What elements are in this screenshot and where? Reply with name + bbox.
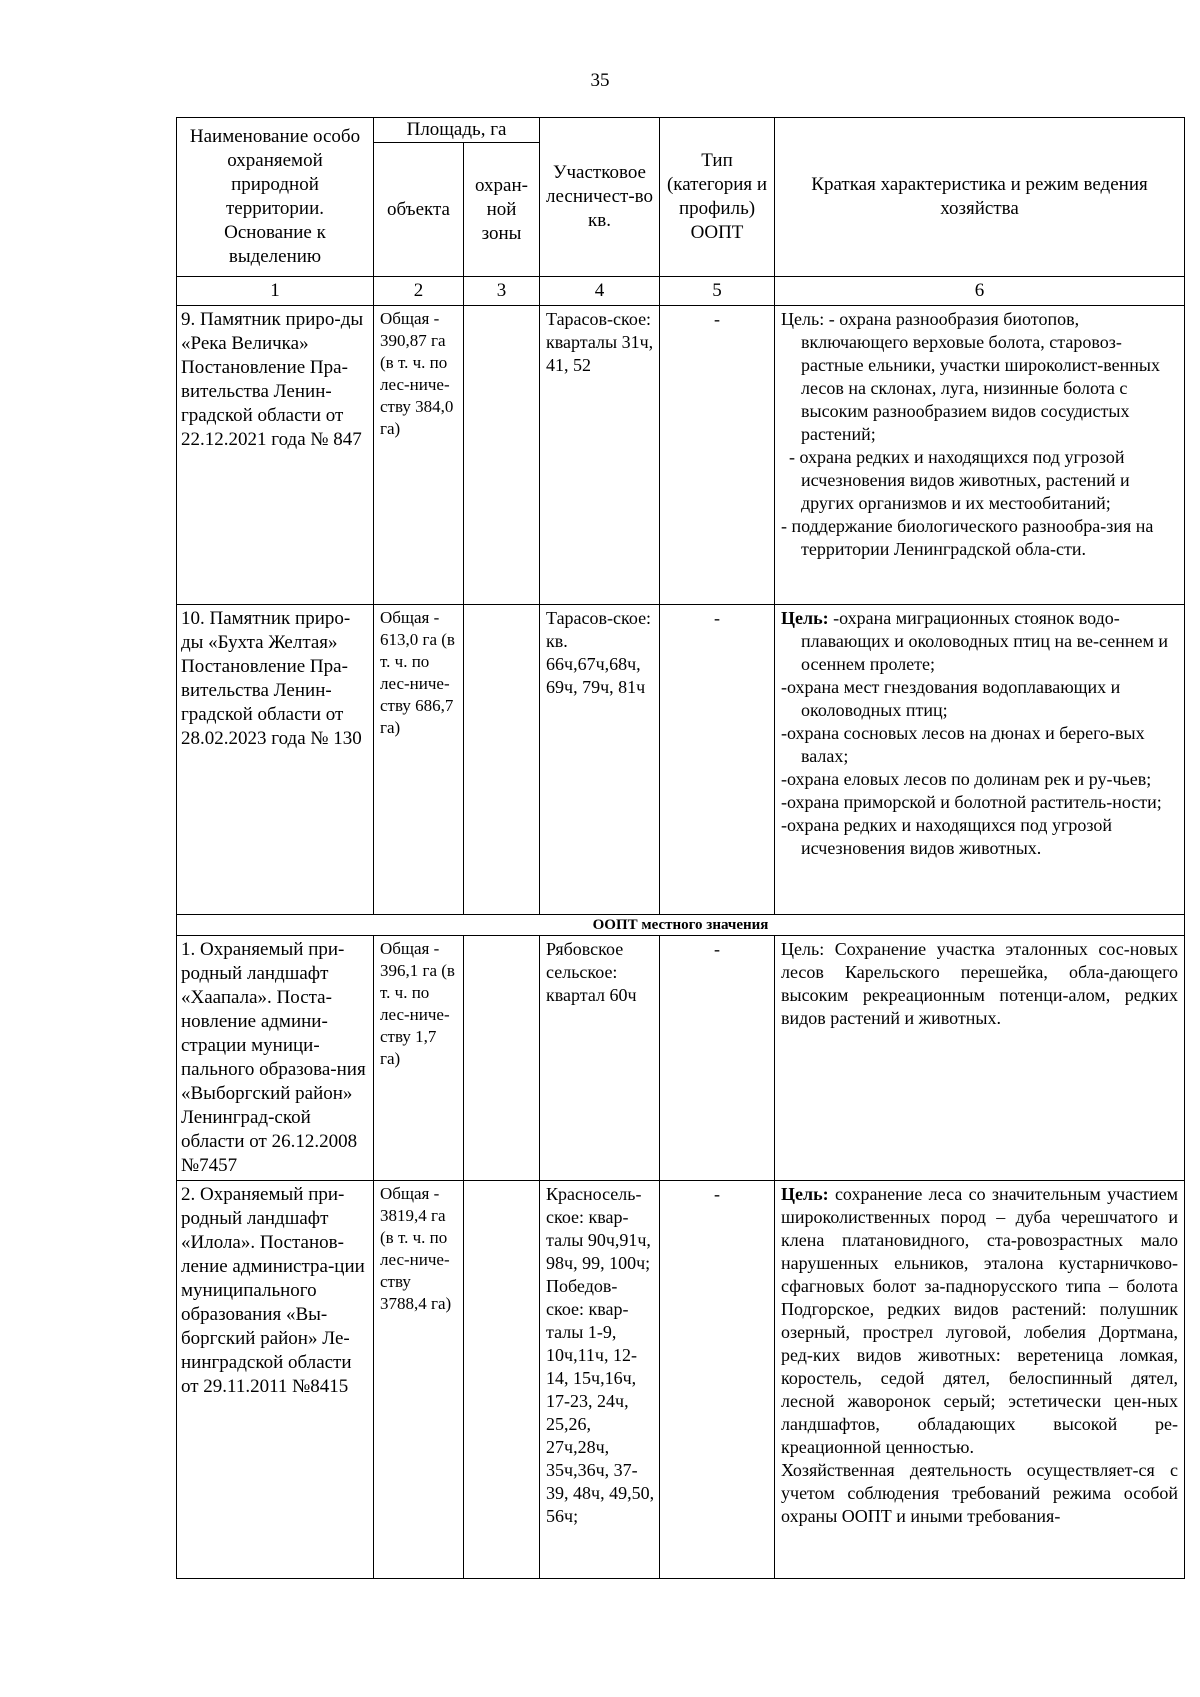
- description: [775, 1181, 1185, 1579]
- description-para: -охрана мест гнездования водоплавающих и околоводных птиц;: [781, 677, 1121, 720]
- area-zone: [464, 1181, 540, 1579]
- column-numbers-row: [177, 277, 1185, 306]
- area-zone: [464, 306, 540, 605]
- description-para: Цель: Сохранение участка эталонных сос-новых лесов Карельского перешейка, обла-дающего высоким рекреационным потенци-алом, редких видов растений и животных.: [781, 939, 1179, 1028]
- col-number: 4: [540, 277, 660, 306]
- header-forestry: Участковое лесничест-во кв.: [540, 118, 660, 277]
- table-row: [177, 605, 1185, 915]
- table-row: [177, 936, 1185, 1181]
- oopt-type: -: [660, 1181, 775, 1579]
- table-row: [177, 1181, 1185, 1579]
- area-object: Общая - 390,87 га (в т. ч. по лес-ниче-ству 384,0 га): [374, 306, 464, 605]
- object-name: 1. Охраняемый при-родный ландшафт «Хаапала». Поста-новление админи-страции муници-пального образова-ния «Выборгский район» Ленинград-ской области от 26.12.2008 №7457: [177, 936, 374, 1181]
- forestry: Тарасов-ское: кварталы 31ч, 41, 52: [540, 306, 660, 605]
- goal-label: Цель:: [781, 608, 829, 628]
- header-description: Краткая характеристика и режим ведения хозяйства: [775, 118, 1185, 277]
- col-number: 5: [660, 277, 775, 306]
- oopt-type: -: [660, 605, 775, 915]
- col-number: 6: [775, 277, 1185, 306]
- description-para: -охрана редких и находящихся под угрозой исчезновения видов животных.: [781, 815, 1112, 858]
- description: [775, 605, 1185, 915]
- forestry: Тарасов-ское: кв. 66ч,67ч,68ч, 69ч, 79ч, 81ч: [540, 605, 660, 915]
- header-name: Наименование особо охраняемой природной территории. Основание к выделению: [177, 118, 374, 277]
- area-object: Общая - 613,0 га (в т. ч. по лес-ниче-ству 686,7 га): [374, 605, 464, 915]
- description-para: Цель: - охрана разнообразия биотопов, включающего верховые болота, старовоз-растные ельники, участки широколист-венных лесов на склонах, луга, низинные болота с высоким разнообразием видов сосудистых растений;: [781, 309, 1160, 444]
- protected-areas-table: [176, 117, 1185, 1579]
- area-zone: [464, 605, 540, 915]
- forestry: Красносель-ское: квар-талы 90ч,91ч, 98ч, 99, 100ч; Победов-ское: квар-талы 1-9, 10ч,11ч, 12-14, 15ч,16ч, 17-23, 24ч, 25,26, 27ч,28ч, 35ч,36ч, 37-39, 48ч, 49,50, 56ч;: [540, 1181, 660, 1579]
- description-para: -охрана еловых лесов по долинам рек и ру-чьев;: [781, 769, 1152, 789]
- table-row: [177, 306, 1185, 605]
- area-object: Общая - 396,1 га (в т. ч. по лес-ниче-ству 1,7 га): [374, 936, 464, 1181]
- description-para: - поддержание биологического разнообра-зия на территории Ленинградской обла-сти.: [781, 516, 1154, 559]
- description-para: -охрана сосновых лесов на дюнах и берего-вых валах;: [781, 723, 1145, 766]
- section-title: ООПТ местного значения: [177, 915, 1185, 936]
- oopt-type: -: [660, 306, 775, 605]
- col-number: 3: [464, 277, 540, 306]
- description-text: -охрана миграционных стоянок водо-плавающих и околоводных птиц на ве-сеннем и осеннем пролете;: [801, 608, 1169, 674]
- description-text: сохранение леса со значительным участием широколиственных пород – дуба черешчатого и клена платановидного, ста-ровозрастных мало нарушенных ельников, эталона кустарничково-сфагновых болот за-паднорусского типа – болота Подгорское, редких видов растений: полушник озерный, прострел луговой, лобелия Дортмана, ред-ких видов животных: веретеница ломкая, коростель, седой дятел, белоспинный дятел, лесной жаворонок серый; эстетически цен-ных ландшафтов, обладающих высокой ре-креационной ценностью.: [781, 1184, 1179, 1457]
- forestry: Рябовское сельское: квартал 60ч: [540, 936, 660, 1181]
- object-name: 2. Охраняемый при-родный ландшафт «Илола». Постанов-ление администра-ции муниципального образования «Вы-боргский район» Ле-нинградской области от 29.11.2011 №8415: [177, 1181, 374, 1579]
- object-name: 10. Памятник приро-ды «Бухта Желтая» Постановление Пра-вительства Ленин-градской области от 28.02.2023 года № 130: [177, 605, 374, 915]
- header-row: [177, 118, 1185, 143]
- col-number: 1: [177, 277, 374, 306]
- area-object: Общая - 3819,4 га (в т. ч. по лес-ниче-ству 3788,4 га): [374, 1181, 464, 1579]
- object-name: 9. Памятник приро-ды «Река Величка» Постановление Пра-вительства Ленин-градской области от 22.12.2021 года № 847: [177, 306, 374, 605]
- oopt-type: -: [660, 936, 775, 1181]
- goal-label: Цель:: [781, 1184, 829, 1204]
- col-number: 2: [374, 277, 464, 306]
- area-zone: [464, 936, 540, 1181]
- section-row: [177, 915, 1185, 936]
- header-area-group: Площадь, га: [374, 118, 540, 143]
- header-type: Тип (категория и профиль) ООПТ: [660, 118, 775, 277]
- description: [775, 936, 1185, 1181]
- description-para: Хозяйственная деятельность осуществляет-ся с учетом соблюдения требований режима особой охраны ООПТ и иными требования-: [781, 1460, 1179, 1526]
- description: [775, 306, 1185, 605]
- description-para: [781, 607, 1178, 676]
- description-para: - охрана редких и находящихся под угрозой исчезновения видов животных, растений и других организмов и их местообитаний;: [789, 447, 1130, 513]
- description-para: -охрана приморской и болотной раститель-ности;: [781, 792, 1162, 812]
- description-para: [781, 1183, 1178, 1459]
- page-number: 35: [590, 70, 610, 91]
- header-area-zone: охран-ной зоны: [464, 143, 540, 277]
- header-area-object: объекта: [374, 143, 464, 277]
